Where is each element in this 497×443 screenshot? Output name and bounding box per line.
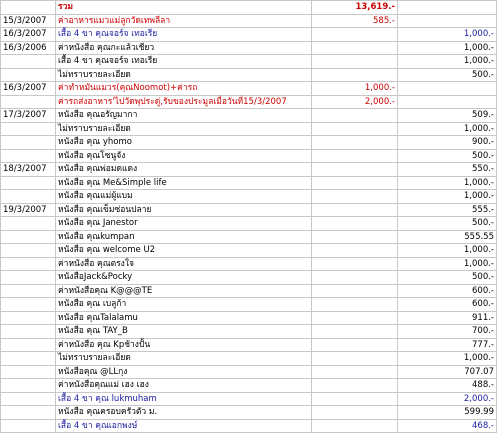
amount-in-cell[interactable] xyxy=(312,136,398,150)
amount-out-cell[interactable] xyxy=(398,95,497,109)
amount-out-cell[interactable]: 488.- xyxy=(398,379,497,393)
date-cell[interactable]: 16/3/2007 xyxy=(1,82,56,96)
table-row xyxy=(1,352,497,366)
amount-in-cell[interactable]: 2,000.- xyxy=(312,95,398,109)
amount-in-cell[interactable] xyxy=(312,190,398,204)
amount-out-cell[interactable]: 700.- xyxy=(398,325,497,339)
table-row xyxy=(1,392,497,406)
description-cell[interactable]: หนังสือ คุณอรัญมากา xyxy=(56,109,312,123)
amount-out-cell[interactable]: 555.55 xyxy=(398,230,497,244)
description-cell[interactable]: ไม่ทราบรายละเอียด xyxy=(56,122,312,136)
date-cell[interactable] xyxy=(1,311,56,325)
amount-in-cell[interactable] xyxy=(312,176,398,190)
description-cell[interactable]: เสื้อ 4 ขา คุณจอร์จ เทอเรีย xyxy=(56,55,312,69)
date-cell[interactable] xyxy=(1,1,56,15)
amount-out-cell[interactable]: 1,000.- xyxy=(398,55,497,69)
description-cell[interactable]: หนังสือ คุณพ่อมดแดง xyxy=(56,163,312,177)
amount-in-cell[interactable] xyxy=(312,338,398,352)
amount-in-cell[interactable] xyxy=(312,109,398,123)
amount-in-cell[interactable] xyxy=(312,325,398,339)
date-cell[interactable] xyxy=(1,352,56,366)
description-cell[interactable]: เสื้อ 4 ขา คุณจอร์จ เทอเรีย xyxy=(56,28,312,42)
description-cell[interactable]: เสื้อ 4 ขา คุณเอกพงษ์ xyxy=(56,419,312,433)
date-cell[interactable] xyxy=(1,406,56,420)
amount-out-cell[interactable]: 2,000.- xyxy=(398,392,497,406)
amount-in-cell[interactable] xyxy=(312,217,398,231)
table-row xyxy=(1,109,497,123)
amount-in-cell[interactable] xyxy=(312,311,398,325)
description-cell[interactable]: หนังสือคุณ @LLกุง xyxy=(56,365,312,379)
date-cell[interactable] xyxy=(1,68,56,82)
date-cell[interactable] xyxy=(1,136,56,150)
date-cell[interactable] xyxy=(1,95,56,109)
date-cell[interactable] xyxy=(1,217,56,231)
date-cell[interactable]: 16/3/2007 xyxy=(1,28,56,42)
description-cell[interactable]: หนังสือJack&Pocky xyxy=(56,271,312,285)
amount-out-cell[interactable]: 509.- xyxy=(398,109,497,123)
amount-out-cell[interactable]: 500.- xyxy=(398,217,497,231)
amount-out-cell[interactable]: 900.- xyxy=(398,136,497,150)
date-cell[interactable] xyxy=(1,55,56,69)
amount-out-cell[interactable]: 1,000.- xyxy=(398,244,497,258)
amount-in-cell[interactable] xyxy=(312,298,398,312)
table-row xyxy=(1,406,497,420)
table-row xyxy=(1,41,497,55)
date-cell[interactable]: 16/3/2006 xyxy=(1,41,56,55)
table-row xyxy=(1,203,497,217)
date-cell[interactable] xyxy=(1,176,56,190)
description-cell[interactable]: หนังสือ คุณ yhomo xyxy=(56,136,312,150)
table-row xyxy=(1,365,497,379)
amount-out-cell[interactable]: 550.- xyxy=(398,163,497,177)
table-row xyxy=(1,68,497,82)
amount-in-cell[interactable] xyxy=(312,122,398,136)
description-cell[interactable]: รวม xyxy=(56,1,312,15)
date-cell[interactable] xyxy=(1,149,56,163)
date-cell[interactable] xyxy=(1,190,56,204)
amount-out-cell[interactable]: 777.- xyxy=(398,338,497,352)
amount-out-cell[interactable]: 468.- xyxy=(398,419,497,433)
description-cell[interactable]: หนังสือ คุณ เบลูก้า xyxy=(56,298,312,312)
amount-out-cell[interactable]: 1,000.- xyxy=(398,257,497,271)
table-row xyxy=(1,190,497,204)
amount-in-cell[interactable] xyxy=(312,244,398,258)
amount-out-cell[interactable]: 500.- xyxy=(398,68,497,82)
amount-out-cell[interactable]: 1,000.- xyxy=(398,122,497,136)
table-row xyxy=(1,163,497,177)
description-cell[interactable]: ค่าหนังสือคุณ K@@@TE xyxy=(56,284,312,298)
table-row xyxy=(1,271,497,285)
amount-in-cell[interactable] xyxy=(312,257,398,271)
amount-in-cell[interactable] xyxy=(312,68,398,82)
description-cell[interactable]: หนังสือ คุณ welcome U2 xyxy=(56,244,312,258)
date-cell[interactable] xyxy=(1,298,56,312)
table-row xyxy=(1,379,497,393)
amount-in-cell[interactable] xyxy=(312,379,398,393)
date-cell[interactable]: 17/3/2007 xyxy=(1,109,56,123)
description-cell[interactable]: หนังสือ คุณTalalamu xyxy=(56,311,312,325)
description-cell[interactable]: หนังสือ คุณ TAY_B xyxy=(56,325,312,339)
amount-in-cell[interactable] xyxy=(312,271,398,285)
table-row xyxy=(1,419,497,433)
amount-in-cell[interactable]: 13,619.- xyxy=(312,1,398,15)
amount-out-cell[interactable]: 1,000.- xyxy=(398,41,497,55)
table-row xyxy=(1,149,497,163)
amount-in-cell[interactable]: 1,000.- xyxy=(312,82,398,96)
amount-in-cell[interactable] xyxy=(312,41,398,55)
amount-in-cell[interactable] xyxy=(312,352,398,366)
description-cell[interactable]: ค่าหนังสือ คุณกะแล้วเชียว xyxy=(56,41,312,55)
table-row xyxy=(1,284,497,298)
amount-out-cell[interactable]: 1,000.- xyxy=(398,176,497,190)
description-cell[interactable]: หนังสือ คุณเข็มซ่อนปลาย xyxy=(56,203,312,217)
date-cell[interactable] xyxy=(1,325,56,339)
table-row xyxy=(1,55,497,69)
amount-out-cell[interactable]: 500.- xyxy=(398,271,497,285)
amount-in-cell[interactable] xyxy=(312,203,398,217)
description-cell[interactable]: เสื้อ 4 ขา คุณ lukmuham xyxy=(56,392,312,406)
table-row xyxy=(1,136,497,150)
table-row xyxy=(1,28,497,42)
date-cell[interactable] xyxy=(1,284,56,298)
description-cell[interactable]: ไม่ทราบรายละเอียด xyxy=(56,352,312,366)
description-cell[interactable]: ไม่ทราบรายละเอียด xyxy=(56,68,312,82)
table-row xyxy=(1,14,497,28)
description-cell[interactable]: ค่าอาหารแมวแม่ลูกวัดเทพลีลา xyxy=(56,14,312,28)
amount-in-cell[interactable] xyxy=(312,28,398,42)
amount-in-cell[interactable] xyxy=(312,419,398,433)
table-row xyxy=(1,338,497,352)
amount-out-cell[interactable]: 599.99 xyxy=(398,406,497,420)
table-row xyxy=(1,230,497,244)
amount-out-cell[interactable]: 707.07 xyxy=(398,365,497,379)
description-cell[interactable]: ค่าหนังสือ คุณ Kpช้างปั้น xyxy=(56,338,312,352)
table-row xyxy=(1,122,497,136)
date-cell[interactable] xyxy=(1,379,56,393)
amount-in-cell[interactable] xyxy=(312,163,398,177)
table-row xyxy=(1,95,497,109)
amount-out-cell[interactable] xyxy=(398,1,497,15)
date-cell[interactable] xyxy=(1,365,56,379)
table-row xyxy=(1,325,497,339)
amount-out-cell[interactable]: 600.- xyxy=(398,284,497,298)
amount-out-cell[interactable]: 500.- xyxy=(398,149,497,163)
table-row xyxy=(1,311,497,325)
description-cell[interactable]: ค่าหนังสือ คุณตรงใจ xyxy=(56,257,312,271)
table-row xyxy=(1,244,497,258)
date-cell[interactable] xyxy=(1,244,56,258)
date-cell[interactable] xyxy=(1,257,56,271)
amount-in-cell[interactable] xyxy=(312,284,398,298)
description-cell[interactable]: หนังสือ คุณ Janestor xyxy=(56,217,312,231)
date-cell[interactable] xyxy=(1,392,56,406)
amount-in-cell[interactable] xyxy=(312,55,398,69)
description-cell[interactable]: ค่ารถส่งอาหาร'ไปวัดพุประดู่,รับของประมูลเมื่อวันที่15/3/2007 xyxy=(56,95,312,109)
description-cell[interactable]: ค่าทำหมันแมวร(คุณNoomot)+ค่ารถ xyxy=(56,82,312,96)
amount-out-cell[interactable]: 555.- xyxy=(398,203,497,217)
date-cell[interactable] xyxy=(1,122,56,136)
amount-in-cell[interactable] xyxy=(312,406,398,420)
amount-in-cell[interactable] xyxy=(312,392,398,406)
table-row xyxy=(1,217,497,231)
table-row xyxy=(1,298,497,312)
description-cell[interactable]: หนังสือ คุณครอบครัวตัว ม. xyxy=(56,406,312,420)
amount-out-cell[interactable]: 1,000.- xyxy=(398,190,497,204)
amount-out-cell[interactable]: 600.- xyxy=(398,298,497,312)
date-cell[interactable] xyxy=(1,338,56,352)
table-row xyxy=(1,176,497,190)
date-cell[interactable] xyxy=(1,230,56,244)
amount-in-cell[interactable] xyxy=(312,149,398,163)
amount-out-cell[interactable]: 1,000.- xyxy=(398,28,497,42)
amount-in-cell[interactable] xyxy=(312,230,398,244)
description-cell[interactable]: ค่าหนังสือคุณแม่ เฮง เฮง xyxy=(56,379,312,393)
description-cell[interactable]: หนังสือ คุณโซนูจัง xyxy=(56,149,312,163)
amount-in-cell[interactable] xyxy=(312,365,398,379)
date-cell[interactable]: 19/3/2007 xyxy=(1,203,56,217)
description-cell[interactable]: หนังสือ คุณkumpan xyxy=(56,230,312,244)
amount-in-cell[interactable]: 585.- xyxy=(312,14,398,28)
date-cell[interactable]: 15/3/2007 xyxy=(1,14,56,28)
description-cell[interactable]: หนังสือ คุณแม่ผู้แบม xyxy=(56,190,312,204)
amount-out-cell[interactable]: 911.- xyxy=(398,311,497,325)
date-cell[interactable] xyxy=(1,419,56,433)
amount-out-cell[interactable]: 1,000.- xyxy=(398,352,497,366)
date-cell[interactable] xyxy=(1,271,56,285)
table-row xyxy=(1,257,497,271)
date-cell[interactable]: 18/3/2007 xyxy=(1,163,56,177)
description-cell[interactable]: หนังสือ คุณ Me&Simple life xyxy=(56,176,312,190)
total-row xyxy=(1,1,497,15)
table-row xyxy=(1,82,497,96)
amount-out-cell[interactable] xyxy=(398,14,497,28)
ledger-body xyxy=(1,1,497,433)
amount-out-cell[interactable] xyxy=(398,82,497,96)
